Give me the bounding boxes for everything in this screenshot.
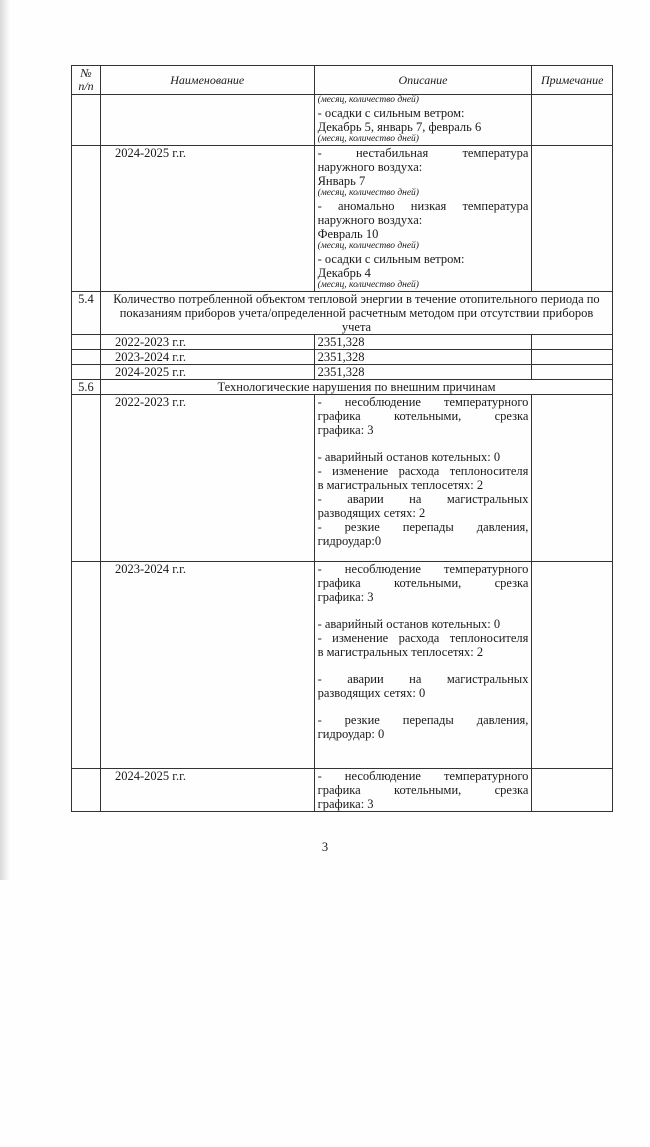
- section-row-5-6: [72, 380, 613, 395]
- table-row: [72, 146, 613, 292]
- report-table: [71, 65, 613, 812]
- header-description: Описание: [314, 66, 532, 95]
- section-title: Технологические нарушения по внешним причинам: [100, 380, 612, 395]
- scan-edge-shadow: [0, 0, 10, 880]
- description-cell: - нестабильная температура наружного воздуха: Январь 7 (месяц, количество дней) - аномально низкая температура наружного воздуха: Февраль 10 (месяц, количество дней) - осадки с сильным ветром: Декабрь 4 (месяц, количество дней): [314, 146, 532, 292]
- note-month-days: (месяц, количество дней): [317, 134, 419, 144]
- description-cell: - несоблюдение температурного графика котельными, срезка графика: 3 - аварийный останов котельных: 0 - изменение расхода теплоносителя в магистральных теплосетях: 2 - аварии на магистральных разводящих сетях: 0 - резкие перепады давления, гидроудар: 0: [314, 562, 532, 769]
- table-row: 2023-2024 г.г. - несоблюдение температурного графика котельными, срезка графика: 3 - аварийный останов котельных: 0 - изменение расхода теплоносителя в магистральных теплосетях: 2 - аварии на магистральных разводящих сетях: 0 - резкие перепады давления, гидроудар: 0: [72, 562, 613, 769]
- section-title: Количество потребленной объектом тепловой энергии в течение отопительного периода по показаниям приборов учета/определенной расчетным методом при отсутствии приборов учета: [100, 292, 612, 335]
- value-cell: 2351,328: [314, 365, 532, 380]
- description-cell: - несоблюдение температурного графика котельными, срезка графика: 3 - аварийный останов котельных: 0 - изменение расхода теплоносителя в магистральных теплосетях: 2 - аварии на магистральных разводящих сетях: 2 - резкие перепады давления, гидроудар:0: [314, 395, 532, 562]
- section-number: 5.6: [72, 380, 101, 395]
- table-row: 2023-2024 г.г. 2351,328: [72, 350, 613, 365]
- section-row-5-4: [72, 292, 613, 335]
- table-row: 2024-2025 г.г. 2351,328: [72, 365, 613, 380]
- header-note: Примечание: [532, 66, 613, 95]
- table-row: [72, 95, 613, 146]
- value-cell: 2351,328: [314, 335, 532, 350]
- table-row: 2022-2023 г.г. - несоблюдение температурного графика котельными, срезка графика: 3 - аварийный останов котельных: 0 - изменение расхода теплоносителя в магистральных теплосетях: 2 - аварии на магистральных разводящих сетях: 2 - резкие перепады давления, гидроудар:0: [72, 395, 613, 562]
- value-cell: 2351,328: [314, 350, 532, 365]
- table-row: 2024-2025 г.г. - несоблюдение температурного графика котельными, срезка графика: 3: [72, 769, 613, 812]
- section-number: 5.4: [72, 292, 101, 335]
- header-num: № п/п: [72, 66, 101, 95]
- table-header-row: [72, 66, 613, 95]
- description-cell: (месяц, количество дней) - осадки с сильным ветром: Декабрь 5, январь 7, февраль 6 (месяц, количество дней): [314, 95, 532, 146]
- period-cell: 2024-2025 г.г.: [100, 146, 314, 292]
- description-cell: - несоблюдение температурного графика котельными, срезка графика: 3: [314, 769, 532, 812]
- page-number: 3: [321, 840, 329, 854]
- header-name: Наименование: [100, 66, 314, 95]
- note-month-days: (месяц, количество дней): [317, 95, 419, 105]
- table-row: 2022-2023 г.г. 2351,328: [72, 335, 613, 350]
